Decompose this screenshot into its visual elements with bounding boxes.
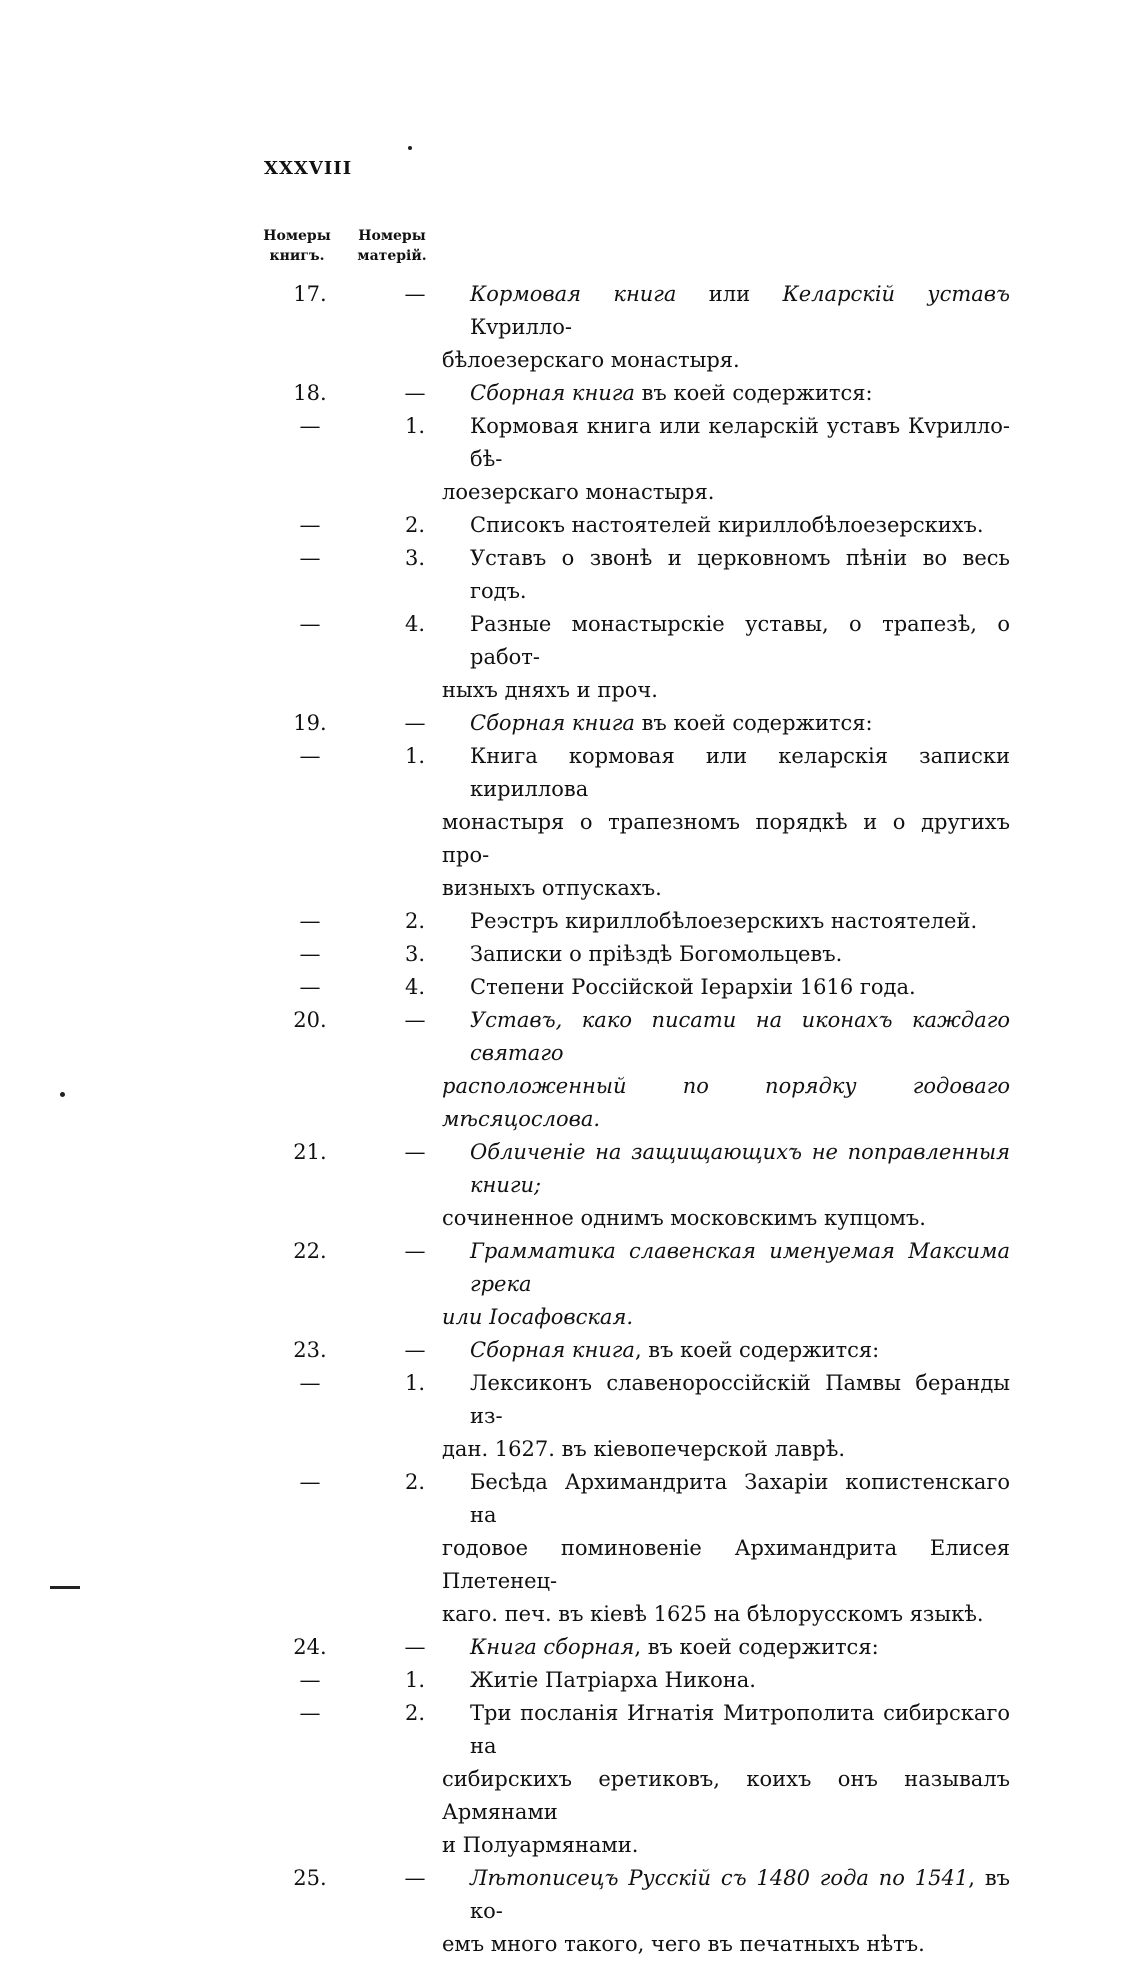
catalog-row (270, 1004, 1010, 1136)
header-books (252, 226, 342, 266)
book-number: — (299, 1701, 321, 1725)
entry-text-segment: Лексиконъ славенороссійскій Памвы беранды из- (470, 1371, 1010, 1428)
entry-text (442, 740, 1010, 905)
header-matters-line1: Номеры (358, 228, 426, 244)
book-number: 19. (293, 711, 327, 735)
book-number: — (299, 1668, 321, 1692)
header-matters (347, 226, 437, 266)
catalog-row (270, 509, 1010, 542)
entry-text (442, 707, 1010, 740)
entry-text-segment: Книга кормовая или келарскія записки кириллова (470, 744, 1010, 801)
entry-list (270, 278, 1010, 1961)
entry-text-segment: бѣлоезерскаго монастыря. (442, 348, 740, 372)
book-number: 18. (293, 381, 327, 405)
entry-line (442, 542, 1010, 608)
entry-line (442, 1763, 1010, 1829)
book-number: 23. (293, 1338, 327, 1362)
header-books-line1: Номеры (263, 228, 331, 244)
entry-text-segment: Реэстръ кириллобѣлоезерскихъ настоятелей. (470, 909, 978, 933)
entry-text-segment: сибирскихъ еретиковъ, коихъ онъ называлъ Армянами (442, 1767, 1010, 1824)
entry-line (442, 1928, 1010, 1961)
matter-number: — (404, 1008, 426, 1032)
matter-number: 2. (404, 1701, 426, 1725)
book-number: — (299, 612, 321, 636)
entry-line (442, 971, 1010, 1004)
entry-text-segment: годовое поминовеніе Архимандрита Елисея Плетенец- (442, 1536, 1010, 1593)
matter-number: 1. (404, 414, 426, 438)
entry-text (442, 608, 1010, 707)
header-books-line2: книгъ. (269, 248, 325, 264)
book-number: — (299, 1470, 321, 1494)
catalog-row (270, 971, 1010, 1004)
entry-line (442, 1334, 1010, 1367)
catalog-row (270, 278, 1010, 377)
matter-number: 2. (404, 1470, 426, 1494)
entry-line (442, 1202, 1010, 1235)
stray-dot (408, 146, 412, 150)
catalog-row (270, 1136, 1010, 1235)
entry-text-segment: каго. печ. въ кіевѣ 1625 на бѣлорусскомъ языкѣ. (442, 1602, 984, 1626)
entry-text-segment: ныхъ дняхъ и проч. (442, 678, 658, 702)
entry-text-segment: Кормовая книга или келарскій уставъ Кvрилло-бѣ- (470, 414, 1010, 471)
entry-text (442, 1235, 1010, 1334)
book-number: — (299, 975, 321, 999)
entry-text (442, 377, 1010, 410)
entry-line (442, 1070, 1010, 1136)
catalog-row (270, 608, 1010, 707)
entry-line (442, 608, 1010, 674)
entry-line (442, 1004, 1010, 1070)
catalog-row (270, 1862, 1010, 1961)
book-number: 20. (293, 1008, 327, 1032)
entry-text-segment: Житіе Патріарха Никона. (470, 1668, 756, 1692)
catalog-row (270, 1664, 1010, 1697)
entry-text (442, 1466, 1010, 1631)
entry-text-segment: Три посланія Игнатія Митрополита сибирскаго на (470, 1701, 1010, 1758)
entry-line (442, 476, 1010, 509)
catalog-row (270, 905, 1010, 938)
catalog-row (270, 707, 1010, 740)
entry-line (442, 377, 1010, 410)
matter-number: — (404, 1338, 426, 1362)
book-number: — (299, 513, 321, 537)
italic-title: Кормовая книга (470, 282, 677, 306)
entry-text-segment: Списокъ настоятелей кириллобѣлоезерскихъ. (470, 513, 984, 537)
matter-number: 3. (404, 546, 426, 570)
matter-number: 1. (404, 1668, 426, 1692)
matter-number: — (404, 1239, 426, 1263)
catalog-row (270, 542, 1010, 608)
catalog-row (270, 1697, 1010, 1862)
entry-text (442, 1697, 1010, 1862)
entry-line (442, 344, 1010, 377)
entry-text-segment: или (676, 282, 783, 306)
book-number: 22. (293, 1239, 327, 1263)
book-number: — (299, 546, 321, 570)
entry-text (442, 1136, 1010, 1235)
entry-line (442, 740, 1010, 806)
entry-text (442, 1631, 1010, 1664)
entry-text-segment: въ коей содержится: (634, 381, 873, 405)
entry-text-segment: Уставъ о звонѣ и церковномъ пѣніи во весь годъ. (470, 546, 1010, 603)
entry-line (442, 410, 1010, 476)
book-number: — (299, 909, 321, 933)
entry-line (442, 674, 1010, 707)
entry-line (442, 1301, 1010, 1334)
italic-title: Сборная книга (470, 381, 635, 405)
entry-text-segment: емъ много такого, чего въ печатныхъ нѣтъ. (442, 1932, 925, 1956)
entry-text-segment: монастыря о трапезномъ порядкѣ и о другихъ про- (442, 810, 1010, 867)
entry-line (442, 1631, 1010, 1664)
entry-text-segment: Разные монастырскіе уставы, о трапезѣ, о работ- (470, 612, 1010, 669)
matter-number: 2. (404, 513, 426, 537)
page-number: XXXVIII (264, 158, 353, 179)
matter-number: — (404, 1635, 426, 1659)
matter-number: 1. (404, 1371, 426, 1395)
catalog-row (270, 1466, 1010, 1631)
entry-text (442, 1664, 1010, 1697)
catalog-row (270, 377, 1010, 410)
entry-text-segment: дан. 1627. въ кіевопечерской лаврѣ. (442, 1437, 846, 1461)
entry-text-segment: , въ ко- (470, 1866, 1010, 1923)
book-number: — (299, 942, 321, 966)
italic-title: Обличеніе на защищающихъ не поправленныя книги; (470, 1140, 1010, 1197)
entry-line (442, 1136, 1010, 1202)
entry-line (442, 1862, 1010, 1928)
entry-line (442, 1235, 1010, 1301)
catalog-row (270, 1235, 1010, 1334)
book-number: — (299, 414, 321, 438)
book-number: 25. (293, 1866, 327, 1890)
entry-line (442, 1697, 1010, 1763)
italic-title: Келарскій уставъ (782, 282, 1011, 306)
entry-text-segment: лоезерскаго монастыря. (442, 480, 715, 504)
entry-line (442, 1532, 1010, 1598)
entry-text (442, 542, 1010, 608)
entry-line (442, 1598, 1010, 1631)
italic-title: Сборная книга (470, 711, 635, 735)
entry-text (442, 410, 1010, 509)
entry-line (442, 872, 1010, 905)
catalog-row (270, 740, 1010, 905)
italic-title: Лѣтописецъ Русскій съ 1480 года по 1541 (470, 1866, 969, 1890)
matter-number: 4. (404, 612, 426, 636)
entry-text-segment: Степени Россійской Іерархіи 1616 года. (470, 975, 916, 999)
entry-text-segment: Записки о пріѣздѣ Богомольцевъ. (470, 942, 843, 966)
entry-text (442, 1862, 1010, 1961)
entry-text-segment: Кvрилло- (470, 315, 572, 339)
book-number: 24. (293, 1635, 327, 1659)
matter-number: 1. (404, 744, 426, 768)
entry-text-segment: сочиненное однимъ московскимъ купцомъ. (442, 1206, 926, 1230)
margin-dash (50, 1586, 80, 1589)
entry-text (442, 905, 1010, 938)
matter-number: — (404, 711, 426, 735)
catalog-row (270, 938, 1010, 971)
entry-line (442, 707, 1010, 740)
catalog-row (270, 1367, 1010, 1466)
book-number: 21. (293, 1140, 327, 1164)
italic-title: Сборная книга (470, 1338, 635, 1362)
entry-text (442, 938, 1010, 971)
italic-title: расположенный по порядку годоваго мѣсяцослова. (442, 1074, 1010, 1131)
header-matters-line2: матерій. (357, 248, 427, 264)
catalog-row (270, 410, 1010, 509)
stray-dot (60, 1092, 65, 1097)
entry-line (442, 938, 1010, 971)
entry-line (442, 905, 1010, 938)
book-number: — (299, 1371, 321, 1395)
matter-number: — (404, 1140, 426, 1164)
entry-text (442, 278, 1010, 377)
matter-number: 2. (404, 909, 426, 933)
entry-text-segment: Бесѣда Архимандрита Захаріи копистенскаго на (470, 1470, 1010, 1527)
entry-text-segment: визныхъ отпускахъ. (442, 876, 662, 900)
italic-title: или Іосафовская. (442, 1305, 634, 1329)
italic-title: Грамматика славенская именуемая Максима грека (470, 1239, 1010, 1296)
entry-text-segment: въ коей содержится: (634, 711, 873, 735)
entry-text-segment: , въ коей содержится: (634, 1635, 879, 1659)
entry-line (442, 1367, 1010, 1433)
entry-line (442, 278, 1010, 344)
matter-number: — (404, 282, 426, 306)
matter-number: 3. (404, 942, 426, 966)
entry-text (442, 1004, 1010, 1136)
entry-line (442, 806, 1010, 872)
entry-line (442, 1664, 1010, 1697)
catalog-row (270, 1631, 1010, 1664)
entry-line (442, 1433, 1010, 1466)
entry-text (442, 1367, 1010, 1466)
entry-line (442, 1829, 1010, 1862)
matter-number: — (404, 1866, 426, 1890)
matter-number: — (404, 381, 426, 405)
entry-text (442, 971, 1010, 1004)
italic-title: Книга сборная (470, 1635, 635, 1659)
book-number: — (299, 744, 321, 768)
entry-text-segment: , въ коей содержится: (634, 1338, 880, 1362)
book-number: 17. (293, 282, 327, 306)
matter-number: 4. (404, 975, 426, 999)
italic-title: Уставъ, како писати на иконахъ каждаго святаго (470, 1008, 1010, 1065)
entry-line (442, 1466, 1010, 1532)
catalog-row (270, 1334, 1010, 1367)
entry-text (442, 1334, 1010, 1367)
entry-line (442, 509, 1010, 542)
entry-text (442, 509, 1010, 542)
entry-text-segment: и Полуармянами. (442, 1833, 639, 1857)
